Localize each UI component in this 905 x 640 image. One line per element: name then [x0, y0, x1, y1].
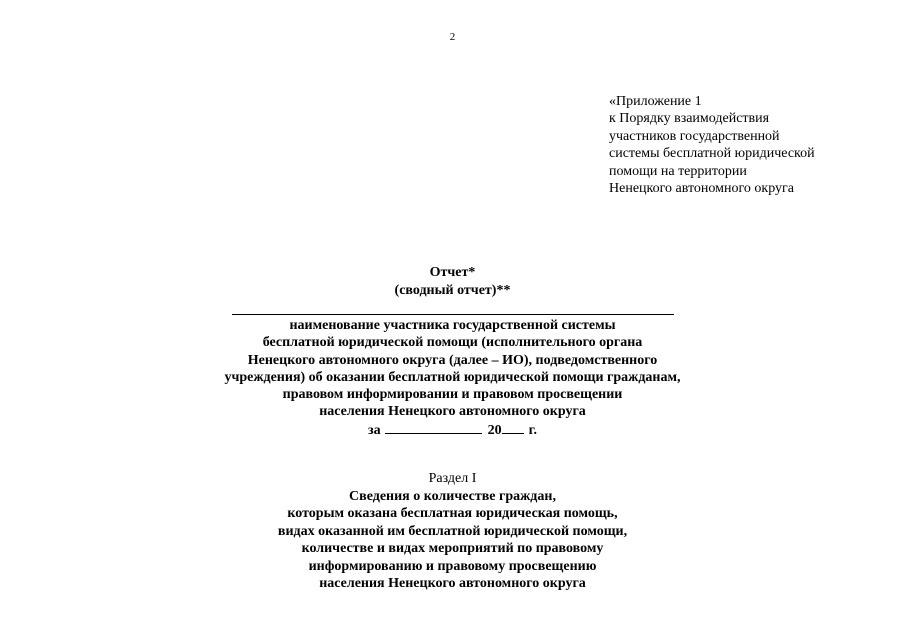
period-prefix: за	[368, 423, 381, 438]
report-heading	[0, 264, 905, 300]
report-description-line: бесплатной юридической помощи (исполнительного органа	[262, 335, 643, 351]
report-description	[0, 317, 905, 421]
appendix-line: помощи на территории	[609, 163, 747, 179]
section-title	[0, 488, 905, 592]
report-description-line: учреждения) об оказании бесплатной юридической помощи гражданам,	[224, 369, 681, 385]
section-title-line: населения Ненецкого автономного округа	[319, 576, 586, 592]
report-description-line: правовом информировании и правовом просвещении	[282, 387, 623, 403]
section-title-line: видах оказанной им бесплатной юридической помощи,	[277, 523, 628, 539]
period-suffix: г.	[528, 423, 537, 438]
appendix-line: Ненецкого автономного округа	[609, 181, 794, 197]
section-title-line: информированию и правовому просвещению	[308, 558, 597, 574]
period-blank	[385, 421, 482, 434]
appendix-line: участников государственной	[609, 128, 780, 144]
report-description-line: населения Ненецкого автономного округа	[319, 404, 586, 420]
participant-name-rule	[232, 314, 674, 315]
appendix-line: системы бесплатной юридической	[609, 146, 815, 162]
report-description-line: наименование участника государственной системы	[289, 318, 616, 333]
section-title-line: которым оказана бесплатная юридическая помощь,	[287, 506, 618, 522]
period-year-prefix: 20	[487, 423, 502, 438]
year-blank	[502, 421, 524, 434]
report-title: Отчет*	[429, 265, 476, 280]
page-number: 2	[449, 31, 456, 43]
section-title-line: количестве и видах мероприятий по правовому	[301, 541, 604, 557]
section-title-line: Сведения о количестве граждан,	[349, 489, 556, 504]
report-description-line: Ненецкого автономного округа (далее – ИО), подведомственного	[247, 352, 658, 368]
report-subtitle: (сводный отчет)**	[394, 283, 511, 298]
section-label: Раздел I	[428, 471, 477, 486]
appendix-line: «Приложение 1	[609, 94, 702, 109]
appendix-line: к Порядку взаимодействия	[609, 111, 770, 127]
report-period	[0, 421, 905, 439]
appendix-header	[609, 93, 899, 197]
